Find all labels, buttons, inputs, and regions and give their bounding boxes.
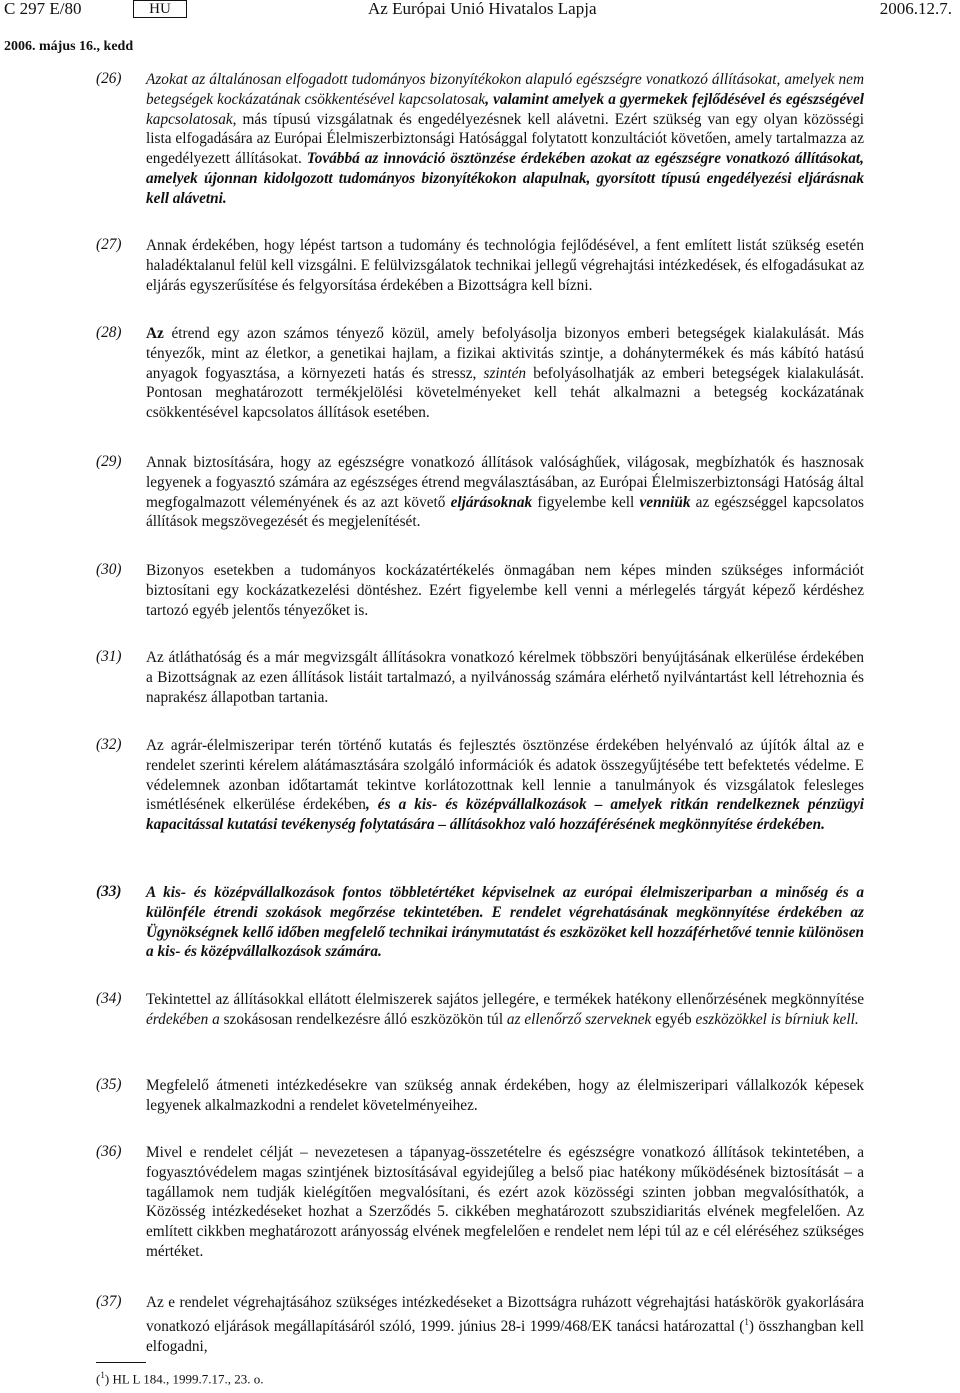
recital-number: (37) bbox=[96, 1293, 122, 1310]
recital-text: A kis- és középvállalkozások fontos többletértéket képviselnek az európai élelmiszeriparban a minőség és a különféle étrendi szokások megőrzése tekintetében. E rendelet végrehatásának megkönnyítése érdekében az Ügynökségnek kellő időben megfelelő technikai iránymutatást és eszközöket kell hozzáférhetővé tennie különösen a kis- és középvállalkozások számára. bbox=[146, 884, 864, 961]
recital-text: Az agrár-élelmiszeripar terén történő kutatás és fejlesztés ösztönzése érdekében helyénvaló az újítók által az e rendelet szerinti kérelem alátámasztására szolgáló információk és adatok összegyűjtésébe tett befektetés védelme. E védelemnek azonban időtartamát tekintve korlátozottnak kell lennie a tanulmányok és vizsgálatok felesleges ismétlésének elkerülése érdekében, és a kis- és középvállalkozások – amelyek ritkán rendelkeznek pénzügyi kapacitással kutatási tevékenység folytatására – állításokhoz való hozzáférésének megkönnyítése érdekében. bbox=[146, 737, 864, 834]
footnote-reference: 1 bbox=[744, 1316, 749, 1327]
recital-number: (31) bbox=[96, 648, 122, 665]
recital-text: Tekintettel az állításokkal ellátott élelmiszerek sajátos jellegére, e termékek hatékony ellenőrzésének megkönnyítése érdekében a szokásosan rendelkezésre álló eszközökön túl az ellenőrző szerveknek egyéb eszközökkel is bírniuk kell. bbox=[146, 991, 864, 1028]
recital-text: Azokat az általánosan elfogadott tudományos bizonyítékokon alapuló egészségre vonatkozó állításokat, amelyek nem betegségek kockázatának csökkentésével kapcsolatosak, valamint amelyek a gyermekek fejlődésével és egészségével kapcsolatosak, más típusú vizsgálatnak és engedélyezésnek kell alávetni. Ezért szükség van egy olyan közösségi lista elfogadására az Európai Élelmiszerbiztonsági Hatósággal folytatott konzultációt követően, amely tartalmazza az engedélyezett állításokat. Továbbá az innováció ösztönzése érdekében azokat az egészségre vonatkozó állításokat, amelyek újonnan kidolgozott tudományos bizonyítékokon alapulnak, gyorsított típusú engedélyezési eljárásnak kell alávetni. bbox=[146, 71, 865, 207]
recital-number: (33) bbox=[96, 883, 122, 900]
recital-number: (30) bbox=[96, 561, 122, 578]
recital-text: Annak érdekében, hogy lépést tartson a tudomány és technológia fejlődésével, a fent említett listát szükség esetén haladéktalanul felül kell vizsgálni. E felülvizsgálatok technikai jellegű végrehajtási intézkedések, és elfogadásukat az eljárás egyszerűsítése és felgyorsítása érdekében a Bizottságra kell bízni. bbox=[146, 237, 864, 294]
recital-26 bbox=[96, 70, 864, 209]
recital-text: Az e rendelet végrehajtásához szükséges intézkedéseket a Bizottságra ruházott végrehajtási hatáskörök gyakorlására vonatkozó eljárások megállapításáról szóló, 1999. június 28-i 1999/468/EK tanácsi határozattal ($^1$) összhangban kell elfogadni, bbox=[146, 1294, 864, 1355]
recital-27 bbox=[96, 236, 864, 295]
recital-number: (36) bbox=[96, 1143, 122, 1160]
recital-text: Mivel e rendelet célját – nevezetesen a tápanyag-összetételre és egészségre vonatkozó állítások tekintetében, a fogyasztóvédelem magas szintjének biztosításával egyidejűleg a belső piac hatékony működésének biztosítását – a tagállamok nem tudják kielégítően megvalósítani, és ezért azok közösségi szinten jobban megvalósíthatók, a Közösség intézkedéseket hozhat a Szerződés 5. cikkében meghatározott szubszidiaritás elvének megfelelően. Az említett cikkben meghatározott arányosság elvének megfelelően e rendelet nem lépi túl az e cél eléréséhez szükséges mértéket. bbox=[146, 1144, 864, 1260]
recital-34 bbox=[96, 990, 864, 1030]
recital-number: (32) bbox=[96, 736, 122, 753]
recital-number: (34) bbox=[96, 990, 122, 1007]
journal-reference: C 297 E/80 bbox=[4, 0, 82, 18]
recital-text: Az étrend egy azon számos tényező közül, amely befolyásolja bizonyos emberi betegségek kialakulását. Más tényezők, mint az életkor, a genetikai hajlam, a fizikai aktivitás szintje, a dohánytermékek és más kábító hatású anyagok fogyasztása, a környezeti hatás és stressz, szintén befolyásolhatják az emberi betegségek kialakulását. Pontosan meghatározott termékjelölési követelményeket kell tehát alkalmazni a betegség kockázatának csökkentésével kapcsolatos állítások esetében. bbox=[146, 325, 864, 422]
publication-date: 2006.12.7. bbox=[879, 0, 952, 18]
recital-text: Bizonyos esetekben a tudományos kockázatértékelés önmagában nem képes minden szükséges információt biztosítani egy kockázatkezelési döntéshez. Ezért figyelembe kell venni a mérlegelés tárgyát képező kérdéshez tartozó egyéb jelentős tényezőket is. bbox=[146, 562, 864, 619]
footnote: ($^1$) HL L 184., 1999.7.17., 23. o. bbox=[96, 1370, 264, 1387]
recital-number: (27) bbox=[96, 236, 122, 253]
language-badge: HU bbox=[133, 0, 187, 18]
recital-number: (26) bbox=[96, 70, 122, 87]
footnote-divider bbox=[96, 1362, 146, 1363]
recital-number: (29) bbox=[96, 453, 122, 470]
recital-28 bbox=[96, 324, 864, 423]
recital-number: (35) bbox=[96, 1076, 122, 1093]
recital-37 bbox=[96, 1293, 864, 1356]
recital-33 bbox=[96, 883, 864, 962]
recital-number: (28) bbox=[96, 324, 122, 341]
session-date: 2006. május 16., kedd bbox=[4, 39, 134, 54]
recital-text: Annak biztosítására, hogy az egészségre vonatkozó állítások valósághűek, világosak, megbízhatók és hasznosak legyenek a fogyasztó számára az egészséges étrend megválasztásában, az Európai Élelmiszerbiztonsági Hatóság által megfogalmazott véleményének és az azt követő eljárásoknak figyelembe kell venniük az egészséggel kapcsolatos állítások megszövegezését és megjelenítését. bbox=[146, 454, 865, 531]
recital-35 bbox=[96, 1076, 864, 1116]
recital-29 bbox=[96, 453, 864, 532]
recital-text: Megfelelő átmeneti intézkedésekre van szükség annak érdekében, hogy az élelmiszeripari vállalkozók képesek legyenek alkalmazkodni a rendelet követelményeihez. bbox=[146, 1077, 864, 1114]
recital-31 bbox=[96, 648, 864, 707]
recital-32 bbox=[96, 736, 864, 835]
recital-30 bbox=[96, 561, 864, 620]
recital-text: Az átláthatóság és a már megvizsgált állításokra vonatkozó kérelmek többszöri benyújtásának elkerülése érdekében a Bizottságnak az ezen állítások listáit tartalmazó, a nyilvánosság számára elérhető nyilvántartást kell létrehoznia és naprakész állapotban tartania. bbox=[146, 649, 864, 706]
journal-title: Az Európai Unió Hivatalos Lapja bbox=[368, 0, 597, 18]
page-header bbox=[0, 0, 960, 22]
recital-36 bbox=[96, 1143, 864, 1262]
